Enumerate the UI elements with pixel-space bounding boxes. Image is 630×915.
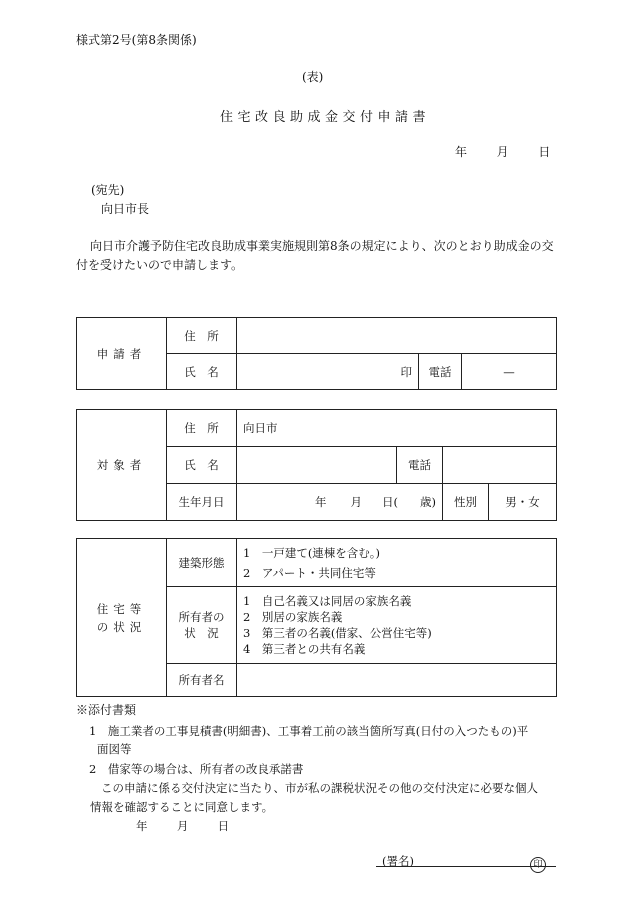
applicant-name-label: 氏 名 <box>167 354 237 390</box>
applicant-name-field[interactable] <box>237 354 419 390</box>
intro-line-2: 付を受けたいので申請します。 <box>76 258 244 272</box>
housing-header-line-2: の状況 <box>96 619 147 634</box>
building-type-option[interactable]: 1 一戸建て(連棟を含む。) <box>243 545 381 560</box>
date-year: 年 <box>455 145 468 159</box>
subject-address-value: 向日市 <box>243 421 278 435</box>
owner-status-option[interactable]: 4 第三者との共有名義 <box>243 642 366 656</box>
subject-name-field[interactable] <box>237 447 397 484</box>
applicant-phone-dash: — <box>503 364 515 379</box>
seal-icon: 印 <box>530 857 546 873</box>
subject-name-label: 氏 名 <box>167 447 237 484</box>
attachment-item-2: 2 借家等の場合は、所有者の改良承諾書 <box>89 762 304 776</box>
subject-phone-field[interactable] <box>443 447 557 484</box>
owner-name-label: 所有者名 <box>167 664 237 697</box>
housing-header <box>77 539 167 697</box>
subject-address-label: 住 所 <box>167 410 237 447</box>
dob-year-unit: 年 <box>315 495 327 509</box>
applicant-seal-mark: 印 <box>400 364 412 379</box>
consent-date-month: 月 <box>176 819 189 833</box>
attachment-item-1-line-1: 1 施工業者の工事見積書(明細書)、工事着工前の該当箇所写真(日付の入つたもの)平 <box>89 724 529 738</box>
side-label: (表) <box>302 70 324 84</box>
document-title: 住宅改良助成金交付申請書 <box>220 110 431 125</box>
subject-gender-label: 性別 <box>443 484 489 521</box>
owner-status-label-line-2: 状 況 <box>184 626 219 640</box>
date-line <box>455 145 550 159</box>
subject-dob-label: 生年月日 <box>167 484 237 521</box>
subject-phone-label: 電話 <box>397 447 443 484</box>
dob-day-unit: 日( <box>382 495 398 509</box>
addressee-prefix: (宛先) <box>91 183 125 197</box>
consent-date <box>136 819 229 833</box>
building-type-option[interactable]: 2 アパート・共同住宅等 <box>243 565 376 580</box>
owner-name-field[interactable] <box>237 664 557 697</box>
housing-table <box>76 538 557 697</box>
applicant-table <box>76 317 557 390</box>
applicant-phone-label: 電話 <box>419 354 462 390</box>
gender-options: 男・女 <box>505 495 540 509</box>
subject-gender-field[interactable] <box>489 484 557 521</box>
applicant-address-field[interactable] <box>237 318 557 354</box>
signature-seal <box>530 852 546 873</box>
date-month: 月 <box>496 145 509 159</box>
subject-table <box>76 409 557 521</box>
applicant-header: 申請者 <box>77 318 167 390</box>
form-number: 様式第2号(第8条関係) <box>76 33 197 47</box>
subject-address-field[interactable] <box>237 410 557 447</box>
attachments-heading: ※添付書類 <box>76 703 137 717</box>
date-day: 日 <box>538 145 551 159</box>
housing-header-line-1: 住宅等 <box>96 601 147 616</box>
consent-line-1: この申請に係る交付決定に当たり、市が私の課税状況その他の交付決定に必要な個人 <box>101 781 538 795</box>
signature-line[interactable] <box>376 866 556 867</box>
owner-status-option[interactable]: 3 第三者の名義(借家、公営住宅等) <box>243 626 432 640</box>
building-type-options[interactable] <box>237 539 557 587</box>
consent-line-2: 情報を確認することに同意します。 <box>90 800 274 814</box>
owner-status-label-line-1: 所有者の <box>178 610 225 624</box>
applicant-address-label: 住 所 <box>167 318 237 354</box>
applicant-phone-field[interactable] <box>462 354 557 390</box>
consent-date-year: 年 <box>136 819 148 833</box>
consent-date-day: 日 <box>217 819 230 833</box>
subject-dob-field[interactable] <box>237 484 443 521</box>
dob-month-unit: 月 <box>350 495 362 509</box>
owner-status-option[interactable]: 2 別居の家族名義 <box>243 610 343 624</box>
addressee-name: 向日市長 <box>101 202 150 216</box>
signature-label: (署名) <box>382 854 414 868</box>
owner-status-options[interactable] <box>237 587 557 664</box>
owner-status-label <box>167 587 237 664</box>
owner-status-option[interactable]: 1 自己名義又は同居の家族名義 <box>243 594 412 608</box>
attachment-item-1-line-2: 面図等 <box>97 742 132 756</box>
building-type-label: 建築形態 <box>167 539 237 587</box>
intro-line-1: 向日市介護予防住宅改良助成事業実施規則第8条の規定により、次のとおり助成金の交 <box>90 239 554 253</box>
dob-age-unit: 歳) <box>420 495 436 509</box>
subject-header: 対象者 <box>77 410 167 521</box>
